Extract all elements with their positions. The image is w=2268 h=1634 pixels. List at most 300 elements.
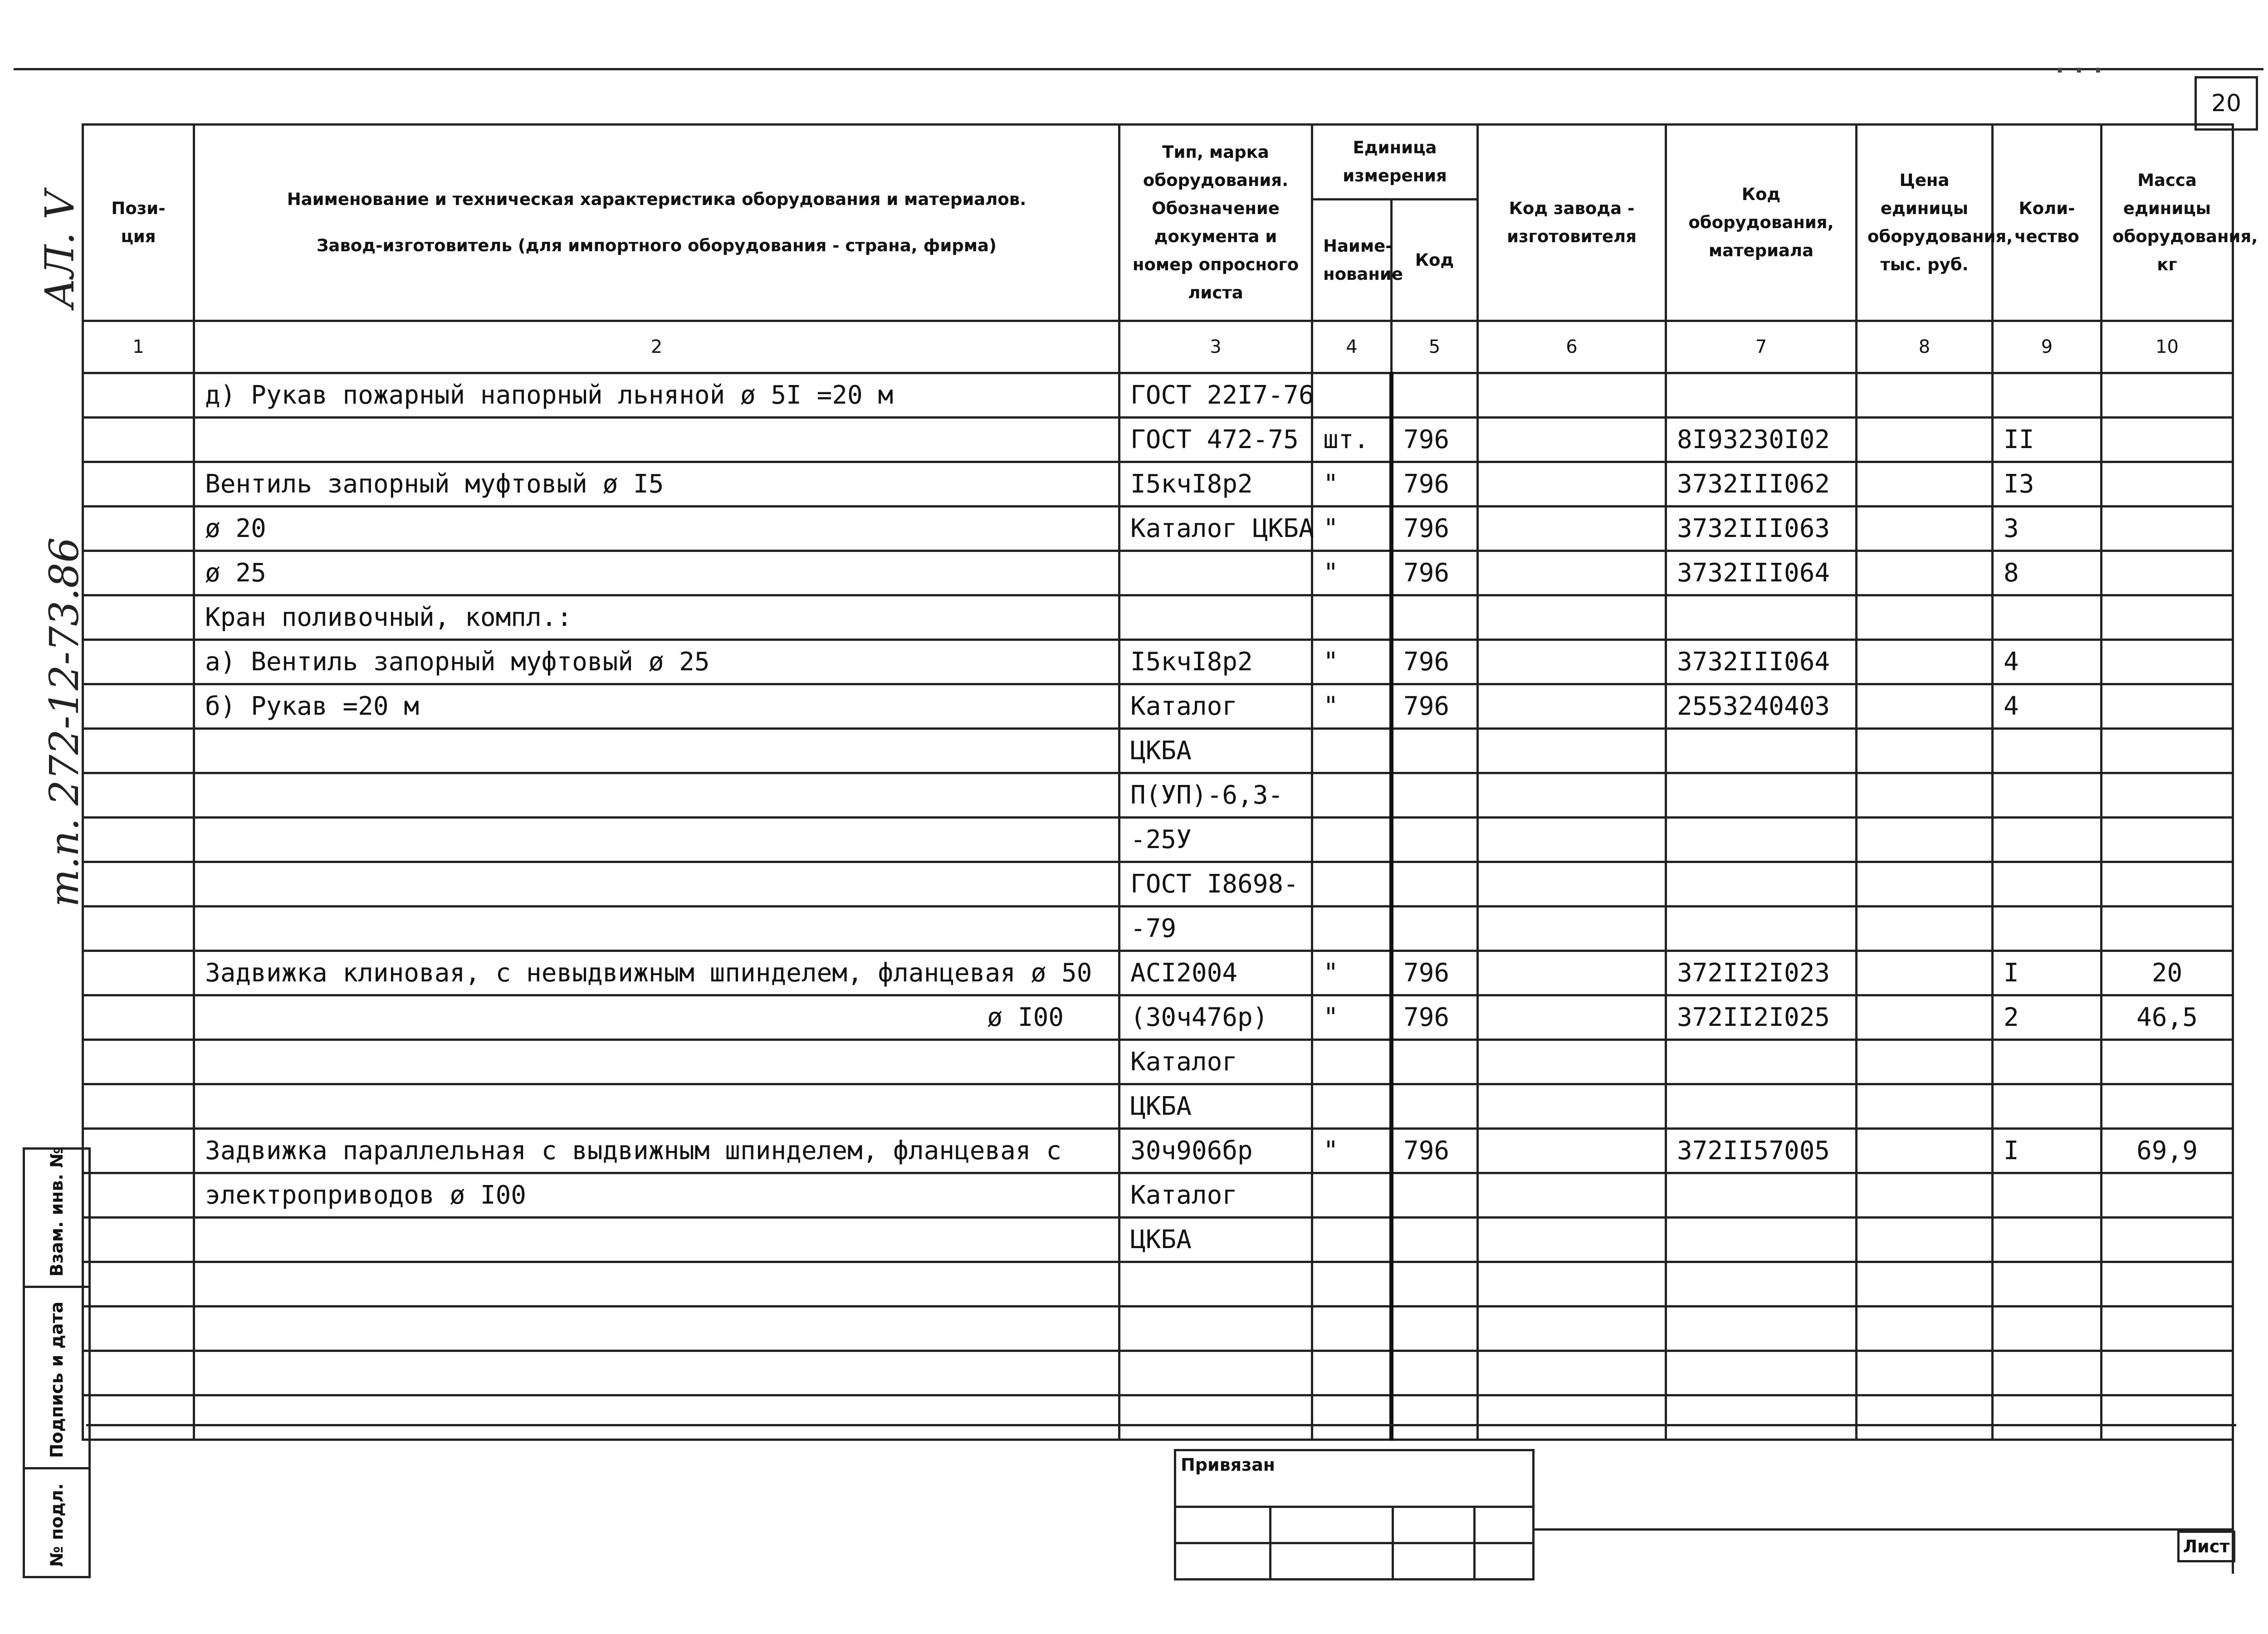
cell-position — [83, 951, 194, 995]
cell-equipment-code: 3732III063 — [1666, 507, 1857, 551]
cell-type: ЦКБА — [1119, 729, 1312, 773]
cell-unit-name — [1312, 373, 1392, 418]
cell-mass — [2102, 507, 2233, 551]
cell-equipment-code: 2553240403 — [1666, 684, 1857, 729]
cell-equipment-code — [1666, 818, 1857, 862]
table-body — [83, 373, 2233, 1440]
cell-unit-code: 796 — [1392, 551, 1478, 595]
cell-unit-code: 796 — [1392, 507, 1478, 551]
column-number: 8 — [1857, 321, 1993, 373]
cell-equipment-code — [1666, 907, 1857, 951]
table-row — [83, 1262, 2233, 1307]
cell-equipment-code — [1666, 862, 1857, 907]
cell-plant-code — [1478, 418, 1666, 462]
cell-unit-name: " — [1312, 1129, 1392, 1173]
cell-quantity — [1993, 1395, 2102, 1440]
binding-divider — [1269, 1506, 1271, 1578]
cell-unit-name — [1312, 1218, 1392, 1262]
cell-unit-code — [1392, 595, 1478, 640]
header-row — [83, 125, 2233, 200]
cell-price — [1857, 507, 1993, 551]
cell-price — [1857, 595, 1993, 640]
cell-equipment-code — [1666, 373, 1857, 418]
cell-type: ЦКБА — [1119, 1218, 1312, 1262]
cell-plant-code — [1478, 1262, 1666, 1307]
cell-unit-name: " — [1312, 995, 1392, 1040]
header-type: Тип, марка оборудования. Обозначение документа и номер опросного листа — [1119, 125, 1312, 321]
cell-name: ø 20 — [194, 507, 1119, 551]
stamp-vzam: Взам. инв. № — [47, 1147, 67, 1277]
table-row — [83, 551, 2233, 595]
cell-name — [194, 862, 1119, 907]
cell-position — [83, 1084, 194, 1129]
corner-note: ... — [2050, 43, 2108, 80]
cell-plant-code — [1478, 640, 1666, 684]
cell-quantity — [1993, 1307, 2102, 1351]
header-equipment-code: Код оборудования, материала — [1666, 125, 1857, 321]
cell-type: ГОСТ 22I7-76 — [1119, 373, 1312, 418]
cell-name: а) Вентиль запорный муфтовый ø 25 — [194, 640, 1119, 684]
cell-unit-name — [1312, 1173, 1392, 1218]
table-row — [83, 1307, 2233, 1351]
cell-price — [1857, 1173, 1993, 1218]
header-name-line2: Завод-изготовитель (для импортного оборудования - страна, фирма) — [317, 236, 997, 255]
cell-quantity — [1993, 862, 2102, 907]
cell-price — [1857, 1395, 1993, 1440]
cell-name — [194, 818, 1119, 862]
cell-equipment-code: 3732III064 — [1666, 551, 1857, 595]
title-block-mid-rule — [1533, 1528, 2232, 1531]
stamp-podpis-cell — [25, 1286, 88, 1469]
cell-mass: 69,9 — [2102, 1129, 2233, 1173]
cell-unit-name: " — [1312, 684, 1392, 729]
cell-quantity — [1993, 595, 2102, 640]
cell-type: 30ч906бр — [1119, 1129, 1312, 1173]
cell-price — [1857, 462, 1993, 507]
cell-type: I5кчI8р2 — [1119, 640, 1312, 684]
cell-price — [1857, 640, 1993, 684]
cell-equipment-code — [1666, 1040, 1857, 1084]
cell-mass — [2102, 729, 2233, 773]
cell-price — [1857, 862, 1993, 907]
cell-name — [194, 1307, 1119, 1351]
cell-unit-name — [1312, 1395, 1392, 1440]
table-row — [83, 462, 2233, 507]
cell-quantity — [1993, 773, 2102, 818]
cell-quantity — [1993, 1084, 2102, 1129]
cell-quantity — [1993, 729, 2102, 773]
cell-position — [83, 684, 194, 729]
cell-unit-code — [1392, 1084, 1478, 1129]
cell-quantity: I — [1993, 1129, 2102, 1173]
cell-unit-name: " — [1312, 507, 1392, 551]
cell-unit-code — [1392, 1307, 1478, 1351]
cell-price — [1857, 1262, 1993, 1307]
table-row — [83, 418, 2233, 462]
cell-position — [83, 729, 194, 773]
table-row — [83, 951, 2233, 995]
cell-name — [194, 418, 1119, 462]
cell-position — [83, 1395, 194, 1440]
cell-price — [1857, 1351, 1993, 1395]
stamp-podl-cell — [25, 1467, 88, 1574]
cell-equipment-code: 3732III064 — [1666, 640, 1857, 684]
cell-position — [83, 595, 194, 640]
cell-price — [1857, 684, 1993, 729]
cell-unit-code: 796 — [1392, 1129, 1478, 1173]
column-number-row — [83, 321, 2233, 373]
column-number: 4 — [1312, 321, 1392, 373]
cell-quantity — [1993, 1040, 2102, 1084]
table-row — [83, 818, 2233, 862]
cell-price — [1857, 951, 1993, 995]
cell-unit-code — [1392, 373, 1478, 418]
column-number: 5 — [1392, 321, 1478, 373]
binding-stamp — [1174, 1449, 1535, 1580]
cell-quantity — [1993, 1173, 2102, 1218]
cell-quantity — [1993, 373, 2102, 418]
cell-position — [83, 373, 194, 418]
column-number: 1 — [83, 321, 194, 373]
cell-type — [1119, 595, 1312, 640]
cell-mass — [2102, 1395, 2233, 1440]
cell-equipment-code: 8I93230I02 — [1666, 418, 1857, 462]
cell-position — [83, 1040, 194, 1084]
cell-plant-code — [1478, 862, 1666, 907]
cell-price — [1857, 1040, 1993, 1084]
cell-quantity: 4 — [1993, 640, 2102, 684]
cell-unit-name: " — [1312, 462, 1392, 507]
cell-type: -79 — [1119, 907, 1312, 951]
cell-mass — [2102, 1262, 2233, 1307]
side-stamp — [23, 1147, 91, 1578]
header-mass: Масса единицы оборудования, кг — [2102, 125, 2233, 321]
cell-equipment-code — [1666, 595, 1857, 640]
cell-quantity: 2 — [1993, 995, 2102, 1040]
cell-unit-code: 796 — [1392, 684, 1478, 729]
cell-unit-code — [1392, 1395, 1478, 1440]
cell-equipment-code: 372II2I023 — [1666, 951, 1857, 995]
specification-table — [82, 123, 2258, 1441]
cell-unit-name — [1312, 773, 1392, 818]
cell-unit-name: " — [1312, 551, 1392, 595]
cell-equipment-code — [1666, 1173, 1857, 1218]
cell-position — [83, 1351, 194, 1395]
cell-equipment-code: 3732III062 — [1666, 462, 1857, 507]
cell-equipment-code — [1666, 1084, 1857, 1129]
binding-label: Привязан — [1181, 1455, 1276, 1475]
cell-quantity: 4 — [1993, 684, 2102, 729]
cell-equipment-code — [1666, 1351, 1857, 1395]
cell-name — [194, 773, 1119, 818]
cell-price — [1857, 1129, 1993, 1173]
cell-plant-code — [1478, 1040, 1666, 1084]
cell-name: электроприводов ø I00 — [194, 1173, 1119, 1218]
cell-name: Задвижка параллельная с выдвижным шпинделем, фланцевая с — [194, 1129, 1119, 1173]
header-quantity: Коли-чество — [1993, 125, 2102, 321]
cell-name — [194, 729, 1119, 773]
cell-price — [1857, 1218, 1993, 1262]
cell-position — [83, 1173, 194, 1218]
cell-plant-code — [1478, 995, 1666, 1040]
cell-unit-code — [1392, 1040, 1478, 1084]
cell-name — [194, 1084, 1119, 1129]
cell-mass — [2102, 684, 2233, 729]
cell-type — [1119, 1307, 1312, 1351]
table-row — [83, 373, 2233, 418]
cell-plant-code — [1478, 1395, 1666, 1440]
table-row — [83, 684, 2233, 729]
cell-mass — [2102, 862, 2233, 907]
cell-unit-name — [1312, 907, 1392, 951]
cell-mass — [2102, 640, 2233, 684]
cell-quantity — [1993, 1351, 2102, 1395]
cell-unit-code — [1392, 1173, 1478, 1218]
cell-name: ø I00 — [194, 995, 1119, 1040]
cell-mass — [2102, 1218, 2233, 1262]
cell-plant-code — [1478, 507, 1666, 551]
cell-position — [83, 995, 194, 1040]
stamp-vzam-cell — [25, 1147, 88, 1288]
cell-type: ГОСТ 472-75 — [1119, 418, 1312, 462]
table-row — [83, 1218, 2233, 1262]
table-row — [83, 862, 2233, 907]
cell-quantity: 3 — [1993, 507, 2102, 551]
cell-unit-name: " — [1312, 640, 1392, 684]
cell-name — [194, 1218, 1119, 1262]
cell-price — [1857, 551, 1993, 595]
table-row — [83, 1173, 2233, 1218]
table-row — [83, 595, 2233, 640]
cell-unit-code — [1392, 907, 1478, 951]
binding-rule — [1176, 1542, 1532, 1544]
cell-mass — [2102, 551, 2233, 595]
cell-equipment-code — [1666, 729, 1857, 773]
header-unit-group: Единица измерения — [1312, 125, 1478, 200]
cell-type: Каталог — [1119, 1173, 1312, 1218]
table-row — [83, 1129, 2233, 1173]
cell-equipment-code: 372II2I025 — [1666, 995, 1857, 1040]
cell-type: ЦКБА — [1119, 1084, 1312, 1129]
cell-type — [1119, 1351, 1312, 1395]
cell-unit-code: 796 — [1392, 418, 1478, 462]
cell-mass: 20 — [2102, 951, 2233, 995]
cell-position — [83, 818, 194, 862]
table-row — [83, 1351, 2233, 1395]
cell-unit-name — [1312, 729, 1392, 773]
cell-price — [1857, 373, 1993, 418]
binding-divider — [1392, 1506, 1394, 1578]
cell-equipment-code — [1666, 1307, 1857, 1351]
cell-name — [194, 1040, 1119, 1084]
cell-plant-code — [1478, 373, 1666, 418]
column-number: 2 — [194, 321, 1119, 373]
cell-unit-code — [1392, 729, 1478, 773]
cell-plant-code — [1478, 951, 1666, 995]
cell-unit-name — [1312, 1307, 1392, 1351]
cell-unit-name — [1312, 1084, 1392, 1129]
column-number: 3 — [1119, 321, 1312, 373]
cell-mass — [2102, 1040, 2233, 1084]
cell-unit-name — [1312, 1040, 1392, 1084]
cell-plant-code — [1478, 818, 1666, 862]
cell-plant-code — [1478, 773, 1666, 818]
cell-unit-code: 796 — [1392, 951, 1478, 995]
cell-unit-code — [1392, 773, 1478, 818]
cell-position — [83, 507, 194, 551]
cell-price — [1857, 1084, 1993, 1129]
cell-quantity: II — [1993, 418, 2102, 462]
cell-plant-code — [1478, 462, 1666, 507]
cell-name — [194, 1395, 1119, 1440]
header-plant-code: Код завода - изготовителя — [1478, 125, 1666, 321]
cell-price — [1857, 995, 1993, 1040]
header-price: Цена единицы оборудования, тыс. руб. — [1857, 125, 1993, 321]
cell-unit-name — [1312, 862, 1392, 907]
cell-position — [83, 907, 194, 951]
cell-mass — [2102, 907, 2233, 951]
cell-name: Задвижка клиновая, с невыдвижным шпинделем, фланцевая ø 50 — [194, 951, 1119, 995]
cell-unit-code — [1392, 862, 1478, 907]
stamp-podl: № подл. — [47, 1483, 67, 1567]
cell-position — [83, 418, 194, 462]
cell-unit-name — [1312, 1351, 1392, 1395]
cell-mass — [2102, 1351, 2233, 1395]
cell-quantity: 8 — [1993, 551, 2102, 595]
cell-price — [1857, 418, 1993, 462]
cell-type — [1119, 1395, 1312, 1440]
header-unit-code: Код — [1392, 200, 1478, 321]
cell-unit-code — [1392, 1351, 1478, 1395]
column-number: 6 — [1478, 321, 1666, 373]
list-label: Лист — [2177, 1531, 2235, 1562]
cell-position — [83, 1307, 194, 1351]
cell-position — [83, 1262, 194, 1307]
sheet-number: 20 — [2195, 76, 2258, 131]
cell-mass — [2102, 773, 2233, 818]
cell-equipment-code — [1666, 773, 1857, 818]
cell-plant-code — [1478, 1351, 1666, 1395]
cell-position — [83, 1218, 194, 1262]
cell-unit-code: 796 — [1392, 995, 1478, 1040]
cell-plant-code — [1478, 1218, 1666, 1262]
cell-price — [1857, 773, 1993, 818]
cell-price — [1857, 818, 1993, 862]
cell-equipment-code — [1666, 1262, 1857, 1307]
cell-position — [83, 1129, 194, 1173]
header-position: Пози-ция — [83, 125, 194, 321]
cell-plant-code — [1478, 595, 1666, 640]
cell-unit-name: шт. — [1312, 418, 1392, 462]
cell-quantity: I3 — [1993, 462, 2102, 507]
cell-unit-code: 796 — [1392, 640, 1478, 684]
cell-position — [83, 640, 194, 684]
cell-plant-code — [1478, 1173, 1666, 1218]
cell-unit-code — [1392, 818, 1478, 862]
cell-name — [194, 1262, 1119, 1307]
cell-type: (30ч476р) — [1119, 995, 1312, 1040]
table-row — [83, 729, 2233, 773]
header-unit-name: Наиме-нование — [1312, 200, 1392, 321]
cell-mass — [2102, 1084, 2233, 1129]
cell-name: ø 25 — [194, 551, 1119, 595]
cell-unit-code — [1392, 1262, 1478, 1307]
cell-type: АСI2004 — [1119, 951, 1312, 995]
cell-name: Кран поливочный, компл.: — [194, 595, 1119, 640]
cell-quantity — [1993, 1262, 2102, 1307]
header-name — [194, 125, 1119, 321]
table-row — [83, 507, 2233, 551]
album-mark: АЛ. V — [36, 190, 83, 308]
cell-type: Каталог — [1119, 684, 1312, 729]
cell-plant-code — [1478, 684, 1666, 729]
header-name-line1: Наименование и техническая характеристика оборудования и материалов. — [287, 190, 1026, 209]
title-block-top-rule — [86, 1424, 2236, 1426]
cell-name — [194, 907, 1119, 951]
stamp-podpis: Подпись и дата — [47, 1301, 67, 1458]
cell-mass — [2102, 595, 2233, 640]
cell-plant-code — [1478, 729, 1666, 773]
cell-quantity: I — [1993, 951, 2102, 995]
cell-equipment-code — [1666, 1218, 1857, 1262]
cell-type: Каталог — [1119, 1040, 1312, 1084]
cell-position — [83, 551, 194, 595]
binding-rule — [1176, 1506, 1532, 1508]
column-number: 7 — [1666, 321, 1857, 373]
cell-name — [194, 1351, 1119, 1395]
cell-plant-code — [1478, 1084, 1666, 1129]
cell-position — [83, 462, 194, 507]
cell-type — [1119, 1262, 1312, 1307]
cell-price — [1857, 907, 1993, 951]
binding-divider — [1473, 1506, 1476, 1578]
table-row — [83, 640, 2233, 684]
table-row — [83, 1084, 2233, 1129]
cell-equipment-code — [1666, 1395, 1857, 1440]
cell-quantity — [1993, 1218, 2102, 1262]
project-mark: т.п. 272-12-73.86 — [41, 537, 88, 907]
cell-unit-name — [1312, 595, 1392, 640]
cell-unit-code: 796 — [1392, 462, 1478, 507]
cell-unit-code — [1392, 1218, 1478, 1262]
top-rule — [14, 68, 2263, 70]
cell-price — [1857, 729, 1993, 773]
cell-unit-name: " — [1312, 951, 1392, 995]
cell-plant-code — [1478, 1307, 1666, 1351]
cell-equipment-code: 372II57005 — [1666, 1129, 1857, 1173]
cell-type: ГОСТ I8698- — [1119, 862, 1312, 907]
cell-type: Каталог ЦКБА — [1119, 507, 1312, 551]
cell-quantity — [1993, 818, 2102, 862]
cell-name: б) Рукав =20 м — [194, 684, 1119, 729]
cell-price — [1857, 1307, 1993, 1351]
table-row — [83, 1395, 2233, 1440]
table-row — [83, 773, 2233, 818]
cell-type — [1119, 551, 1312, 595]
column-number: 10 — [2102, 321, 2233, 373]
cell-type: I5кчI8р2 — [1119, 462, 1312, 507]
cell-mass — [2102, 818, 2233, 862]
table-row — [83, 995, 2233, 1040]
cell-mass — [2102, 462, 2233, 507]
cell-plant-code — [1478, 551, 1666, 595]
cell-mass — [2102, 1173, 2233, 1218]
cell-mass — [2102, 418, 2233, 462]
cell-mass — [2102, 1307, 2233, 1351]
cell-mass — [2102, 373, 2233, 418]
cell-unit-name — [1312, 1262, 1392, 1307]
cell-mass: 46,5 — [2102, 995, 2233, 1040]
